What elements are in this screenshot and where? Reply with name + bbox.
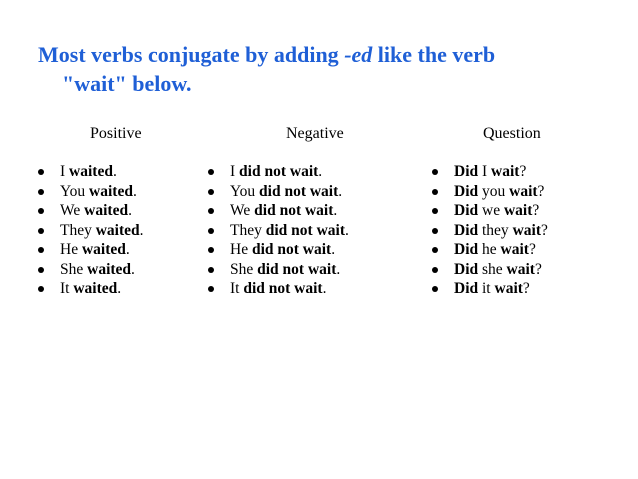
list-item: She waited. bbox=[38, 260, 144, 280]
list-item: They did not wait. bbox=[208, 221, 349, 241]
list-item: Did he wait? bbox=[432, 240, 548, 260]
list-item: Did it wait? bbox=[432, 279, 548, 299]
list-item: We waited. bbox=[38, 201, 144, 221]
question-header: Question bbox=[483, 125, 541, 142]
list-item: I did not wait. bbox=[208, 162, 349, 182]
list-item: I waited. bbox=[38, 162, 144, 182]
question-list bbox=[432, 162, 548, 299]
list-item: It did not wait. bbox=[208, 279, 349, 299]
slide-title bbox=[38, 40, 598, 98]
positive-list bbox=[38, 162, 144, 299]
title-text: Most verbs conjugate by adding bbox=[38, 42, 345, 67]
list-item: We did not wait. bbox=[208, 201, 349, 221]
list-item: You did not wait. bbox=[208, 182, 349, 202]
list-item: Did they wait? bbox=[432, 221, 548, 241]
list-item: He waited. bbox=[38, 240, 144, 260]
title-emphasis: -ed bbox=[344, 42, 373, 67]
negative-column bbox=[208, 124, 349, 299]
list-item: They waited. bbox=[38, 221, 144, 241]
title-text-continued: like the verb bbox=[372, 42, 496, 67]
question-column bbox=[432, 124, 548, 299]
positive-column bbox=[38, 124, 144, 299]
title-line-2: "wait" below. bbox=[62, 71, 192, 96]
negative-list bbox=[208, 162, 349, 299]
list-item: Did I wait? bbox=[432, 162, 548, 182]
list-item: It waited. bbox=[38, 279, 144, 299]
positive-header: Positive bbox=[90, 125, 142, 142]
list-item: He did not wait. bbox=[208, 240, 349, 260]
list-item: You waited. bbox=[38, 182, 144, 202]
negative-header: Negative bbox=[286, 125, 344, 142]
list-item: Did we wait? bbox=[432, 201, 548, 221]
list-item: Did you wait? bbox=[432, 182, 548, 202]
list-item: She did not wait. bbox=[208, 260, 349, 280]
list-item: Did she wait? bbox=[432, 260, 548, 280]
